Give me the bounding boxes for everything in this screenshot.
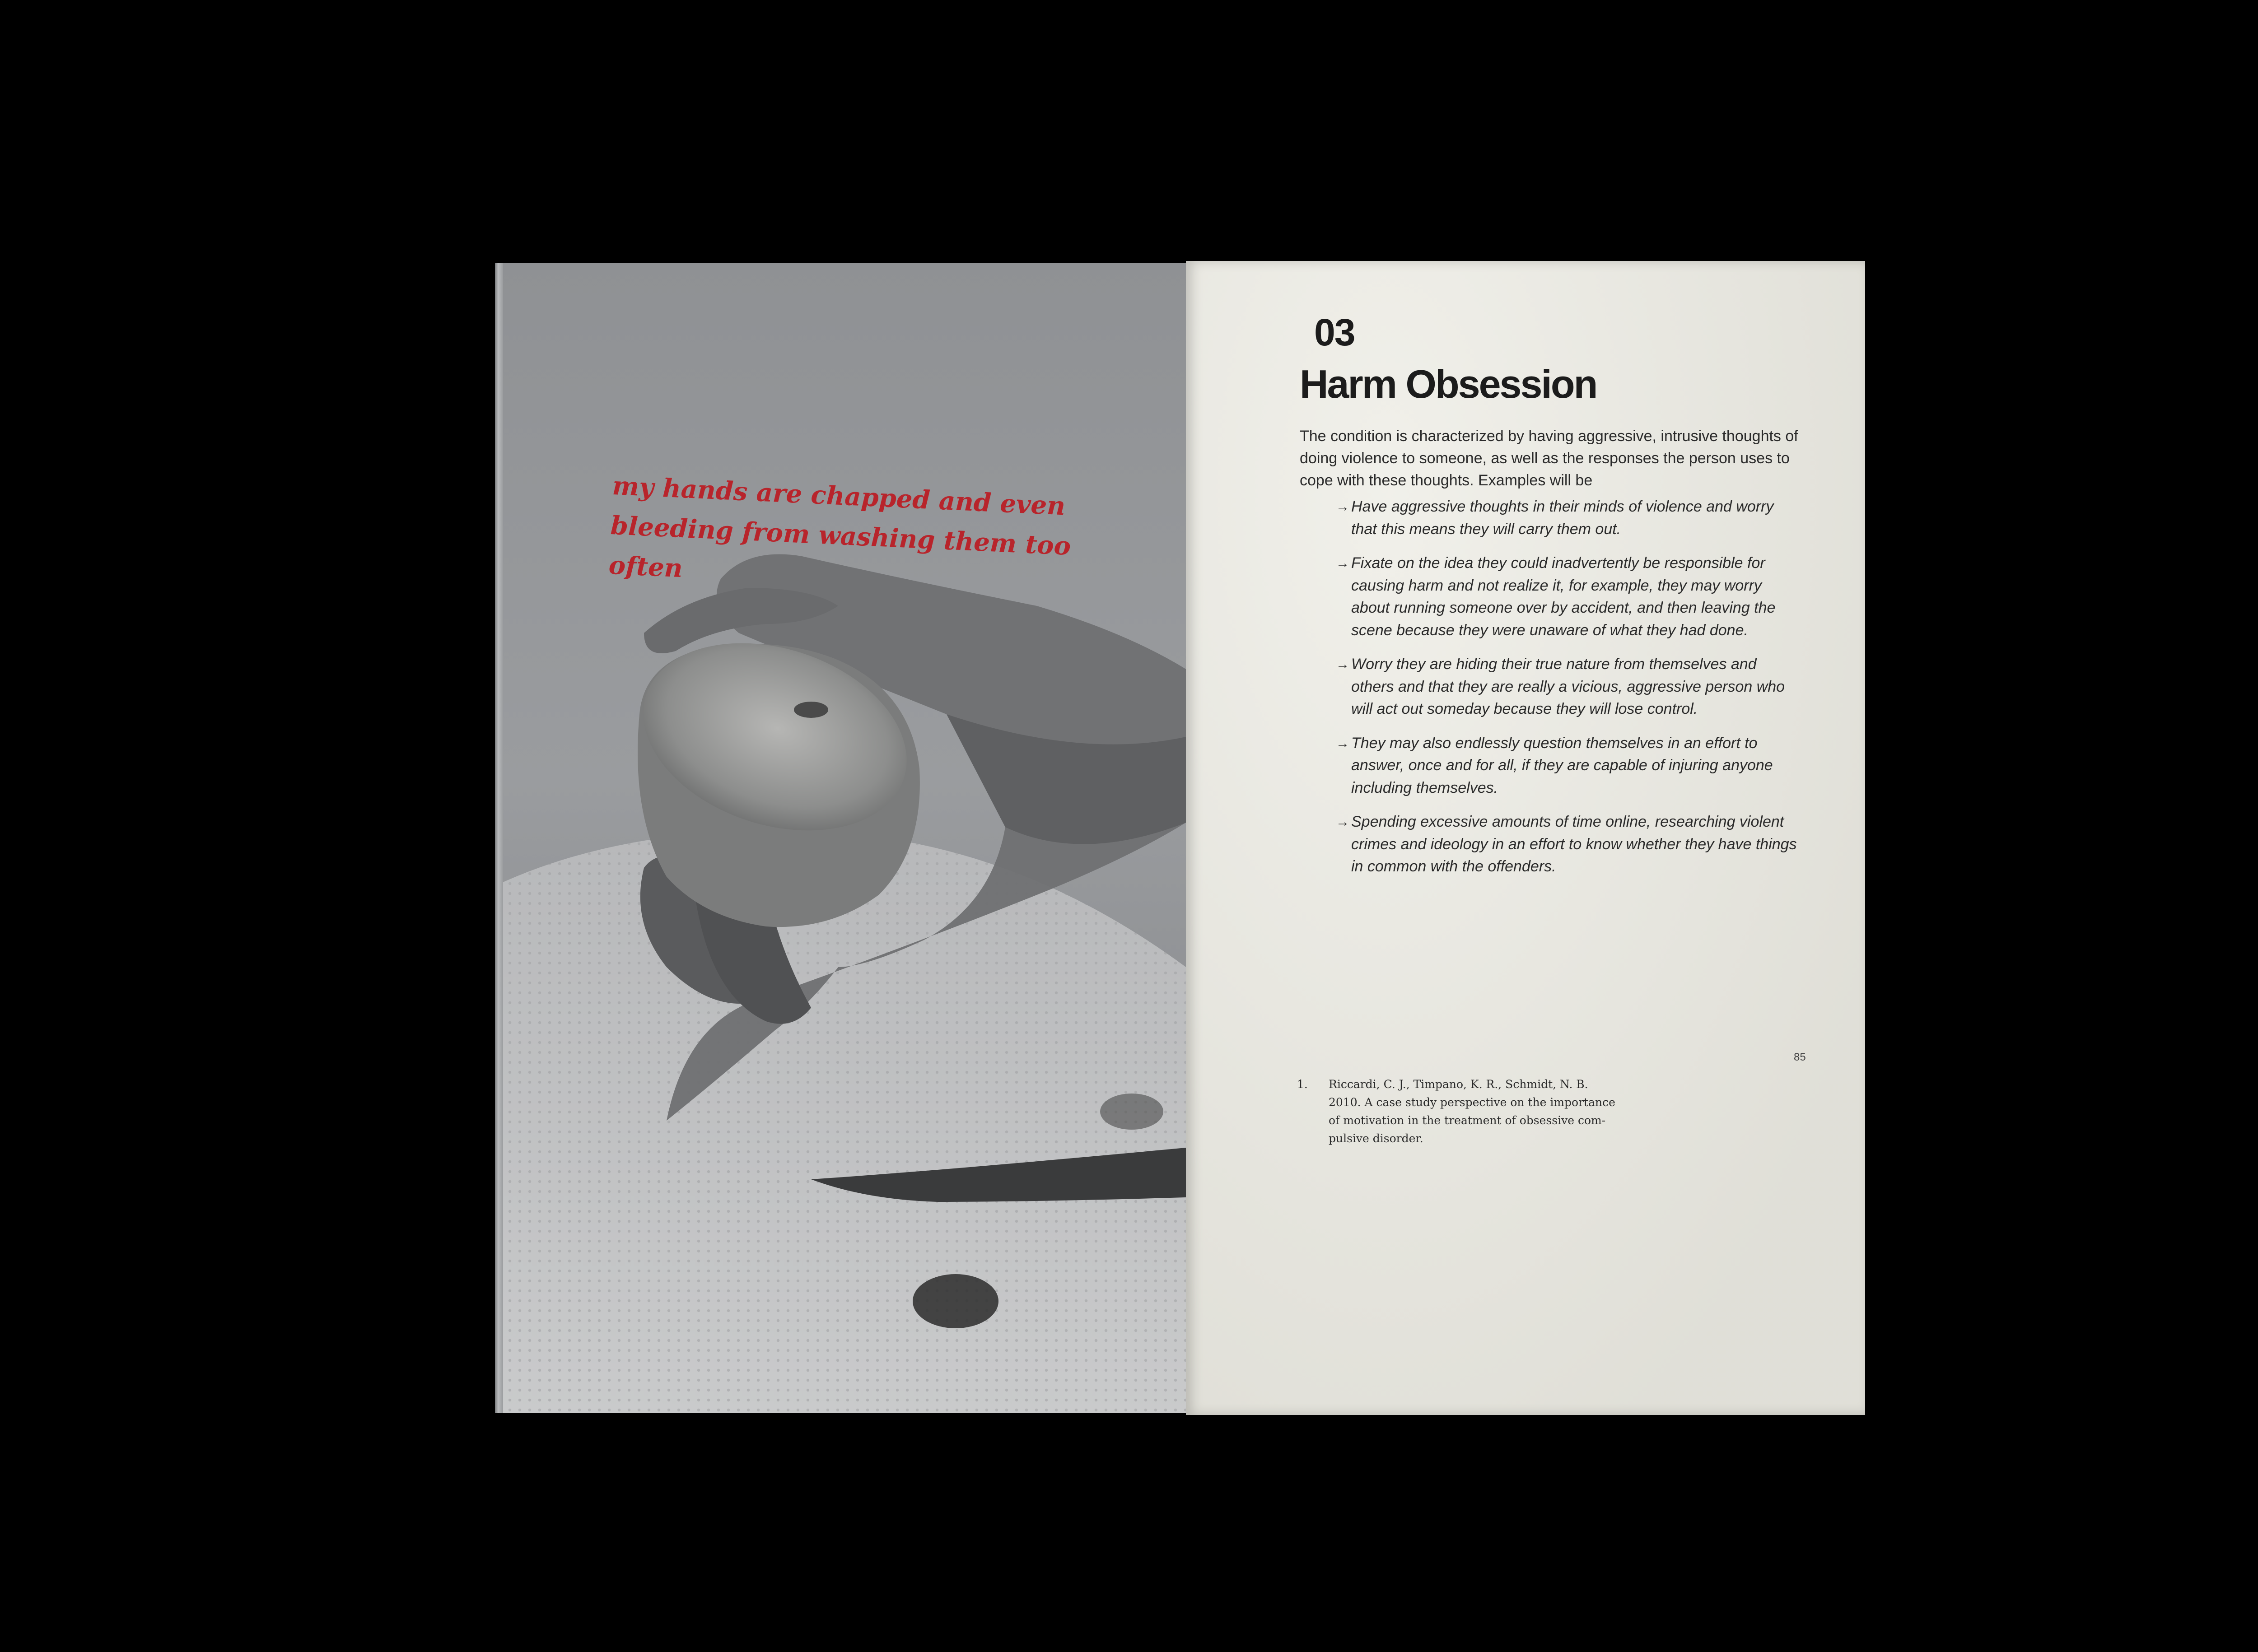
chapter-number: 03	[1314, 311, 1355, 354]
footnote	[1297, 1075, 1622, 1148]
arrow-icon: →	[1336, 735, 1349, 751]
intro-paragraph: The condition is characterized by having aggressive, intrusive thoughts of doing violence to someone, as well as the responses the person uses to cope with these thoughts. Examples will be	[1300, 428, 1798, 489]
list-item-text: Fixate on the idea they could inadvertently be responsible for causing harm and not realize it, for example, they may worry about running someone over by accident, and then leaving the scene because they were unaware of what they had done.	[1351, 554, 1776, 639]
footnote-text: Riccardi, C. J., Timpano, K. R., Schmidt, N. B. 2010. A case study perspective on the importance of motivation in the treatment of obsessive com- pulsive disorder.	[1329, 1078, 1615, 1145]
list-item	[1336, 732, 1801, 800]
arrow-icon: →	[1336, 556, 1349, 571]
list-item-text: They may also endlessly question themselves in an effort to answer, once and for all, if they are capable of injuring anyone including themselves.	[1351, 734, 1773, 796]
footnote-number: 1.	[1297, 1078, 1308, 1091]
arrow-icon: →	[1336, 814, 1349, 829]
list-item	[1336, 811, 1801, 878]
left-page	[495, 263, 1186, 1413]
book-spread	[495, 261, 1865, 1415]
photo-hand-with-fruit	[495, 263, 1186, 1413]
examples-list	[1336, 496, 1801, 890]
chapter-title: Harm Obsession	[1300, 362, 1597, 406]
list-item	[1336, 496, 1801, 540]
list-item	[1336, 552, 1801, 642]
list-item-text: Have aggressive thoughts in their minds of violence and worry that this means they will carry them out.	[1351, 498, 1774, 538]
list-item-text: Worry they are hiding their true nature from themselves and others and that they are really a vicious, aggressive person who will act out someday because they will lose control.	[1351, 656, 1785, 717]
arrow-icon: →	[1336, 657, 1349, 672]
list-item	[1336, 653, 1801, 721]
list-item-text: Spending excessive amounts of time online, researching violent crimes and ideology in an effort to know whether they have things in common with the offenders.	[1351, 813, 1797, 875]
page-number: 85	[1794, 1051, 1806, 1063]
pull-quote: my hands are chapped and even bleeding from washing them too often	[608, 470, 1072, 584]
right-page	[1186, 261, 1865, 1415]
arrow-icon: →	[1336, 499, 1349, 514]
page-edge	[495, 263, 503, 1413]
